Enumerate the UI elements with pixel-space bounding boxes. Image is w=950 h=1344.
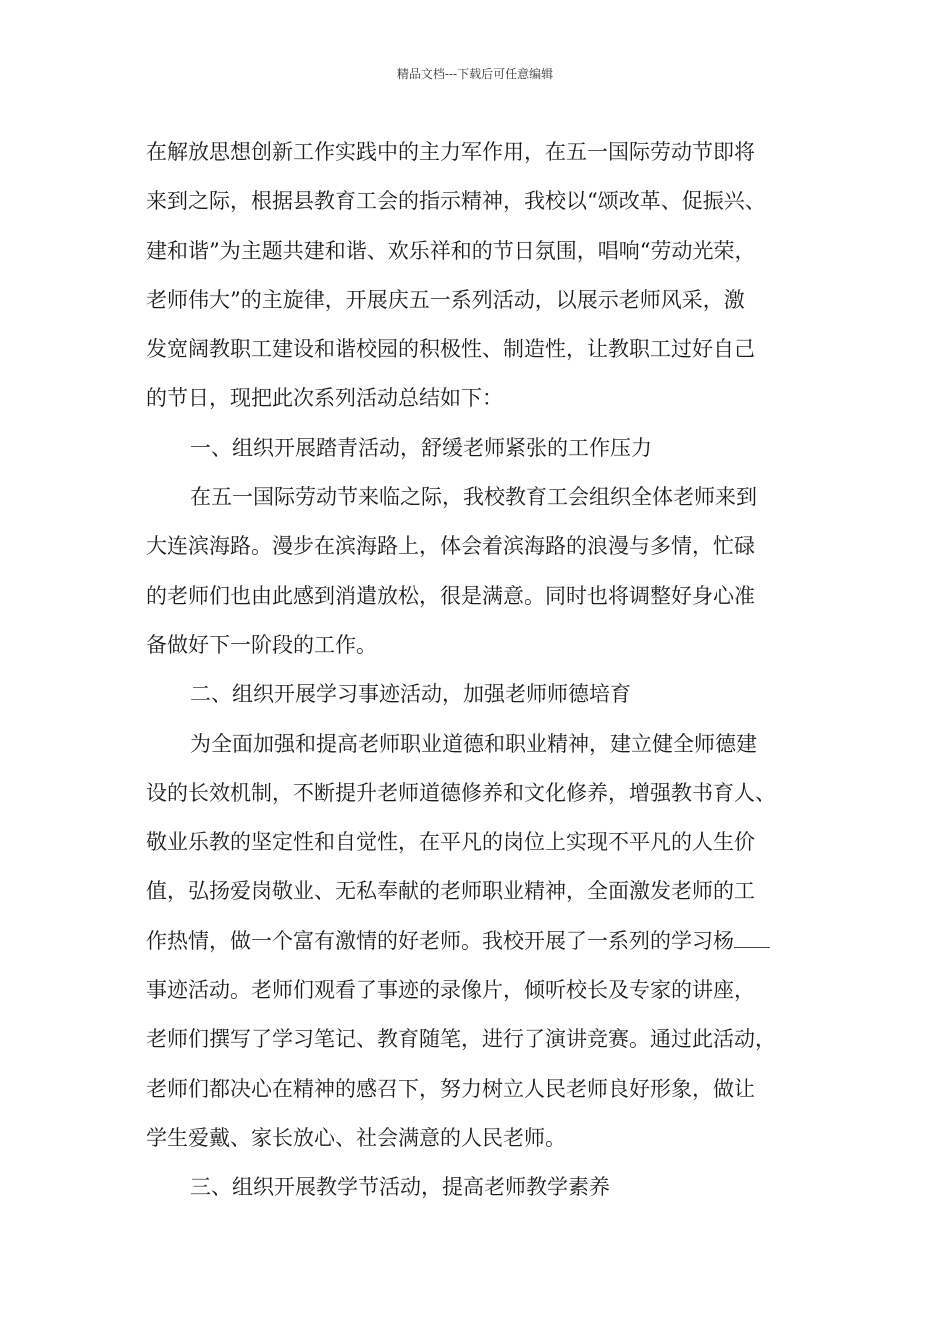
paragraph-section-1 xyxy=(146,473,826,670)
heading-line: 一、组织开展踏青活动，舒缓老师紧张的工作压力 xyxy=(190,435,652,460)
fill-in-blank xyxy=(734,946,770,948)
text-line: 发宽阔教职工建设和谐校园的积极性、制造性，让教职工过好自己 xyxy=(146,337,755,362)
text-line: 老师们撰写了学习笔记、教育随笔，进行了演讲竞赛。通过此活动， xyxy=(146,1027,776,1052)
text-line: 大连滨海路。漫步在滨海路上，体会着滨海路的浪漫与多情，忙碌 xyxy=(146,534,755,559)
text-line: 老师伟大”的主旋律，开展庆五一系列活动，以展示老师风采，激 xyxy=(146,287,745,312)
text-line: 敬业乐教的坚定性和自觉性，在平凡的岗位上实现不平凡的人生价 xyxy=(146,830,755,855)
text-line: 学生爱戴、家长放心、社会满意的人民老师。 xyxy=(146,1125,566,1150)
text-line: 备做好下一阶段的工作。 xyxy=(146,632,377,657)
page-header: 精品文档---下载后可任意编辑 xyxy=(396,67,554,81)
document-body xyxy=(146,128,826,1213)
paragraph-intro xyxy=(146,128,826,424)
text-line: 建和谐”为主题共建和谐、欢乐祥和的节日氛围，唱响“劳动光荣， xyxy=(146,238,756,263)
section-heading-3 xyxy=(146,1163,826,1212)
heading-line: 二、组织开展学习事迹活动，加强老师师德培育 xyxy=(190,682,631,707)
heading-line: 三、组织开展教学节活动，提高老师教学素养 xyxy=(190,1175,610,1200)
text-line: 来到之际，根据县教育工会的指示精神，我校以“颂改革、促振兴、 xyxy=(146,189,766,214)
text-line-with-blank xyxy=(146,917,826,966)
text-line: 设的长效机制，不断提升老师道德修养和文化修养，增强教书育人、 xyxy=(146,780,776,805)
section-heading-2 xyxy=(146,670,826,719)
text-line: 作热情，做一个富有激情的好老师。我校开展了一系列的学习杨 xyxy=(146,928,734,953)
text-line: 值，弘扬爱岗敬业、无私奉献的老师职业精神，全面激发老师的工 xyxy=(146,879,755,904)
text-line: 在五一国际劳动节来临之际，我校教育工会组织全体老师来到 xyxy=(190,485,757,510)
text-line: 为全面加强和提高老师职业道德和职业精神，建立健全师德建 xyxy=(190,731,757,756)
section-heading-1 xyxy=(146,424,826,473)
text-line: 老师们都决心在精神的感召下，努力树立人民老师良好形象，做让 xyxy=(146,1076,755,1101)
text-line: 的节日，现把此次系列活动总结如下： xyxy=(146,386,503,411)
text-line: 的老师们也由此感到消遣放松，很是满意。同时也将调整好身心准 xyxy=(146,583,755,608)
text-line: 在解放思想创新工作实践中的主力军作用，在五一国际劳动节即将 xyxy=(146,140,755,164)
paragraph-section-2 xyxy=(146,720,826,1164)
text-line: 事迹活动。老师们观看了事迹的录像片，倾听校长及专家的讲座， xyxy=(146,978,755,1003)
